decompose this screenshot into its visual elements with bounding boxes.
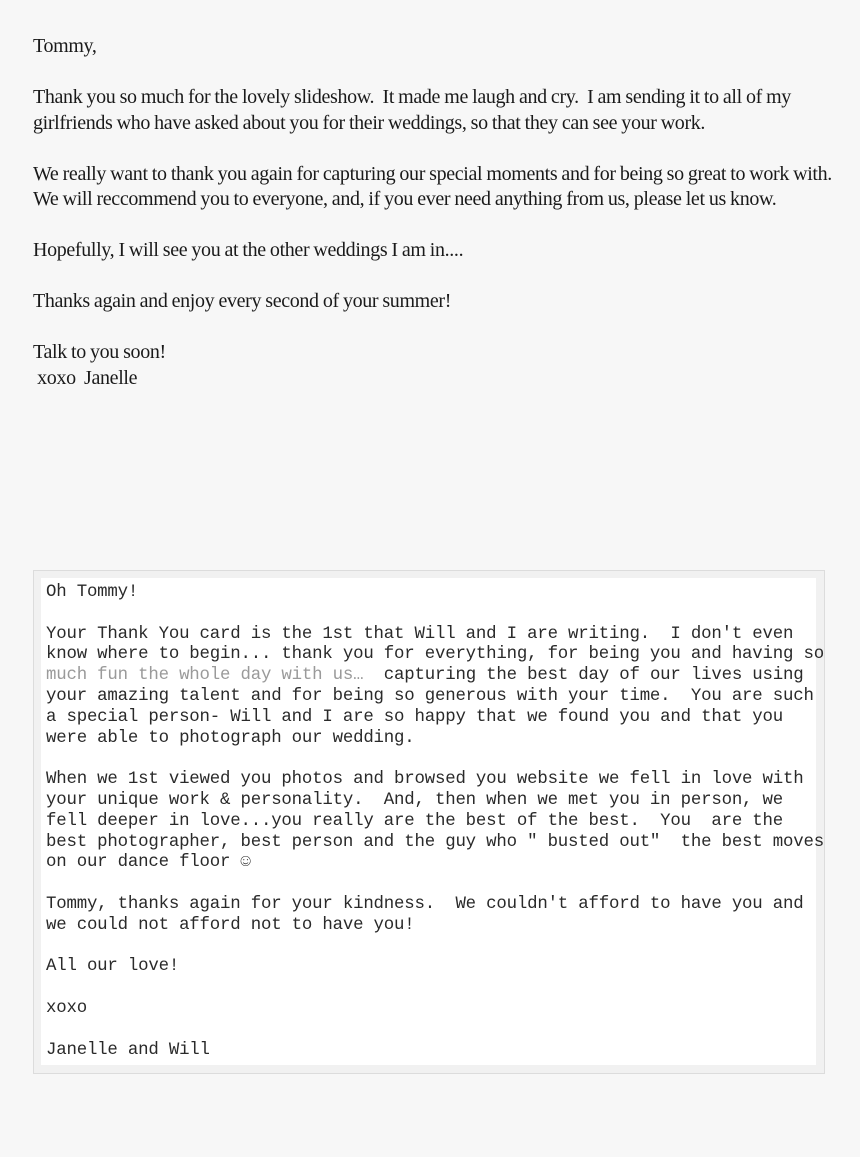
note-paragraph: We really want to thank you again for capturing our special moments and for being so great to work with. We will reccommend you to everyone, and, if you ever need anything from us, please let us know.	[33, 162, 840, 210]
card-xoxo: xoxo	[46, 998, 87, 1018]
note-paragraph: Hopefully, I will see you at the other weddings I am in....	[33, 239, 464, 261]
card-paragraph-3: Tommy, thanks again for your kindness. We couldn't afford to have you and we could not afford not to have you!	[46, 894, 814, 935]
thank-you-note-janelle-and-will	[46, 583, 835, 1082]
note-paragraph: Thanks again and enjoy every second of your summer!	[33, 290, 452, 312]
note-closing: Talk to you soon!	[33, 341, 166, 363]
card-signature: Janelle and Will	[46, 1040, 210, 1060]
card-closing: All our love!	[46, 957, 180, 977]
note-signature: xoxo Janelle	[33, 366, 138, 389]
card-faded-text: much fun the whole day with us…	[46, 666, 364, 686]
card-paragraph-1	[46, 624, 835, 750]
note-paragraph: Thank you so much for the lovely slideshow. It made me laugh and cry. I am sending it to all of my girlfriends who have asked about you for their weddings, so that they can see your work.	[33, 86, 796, 134]
card-paragraph-1-end: capturing the best day of our lives using your amazing talent and for being so generous with your time. You are such a special person- Will and I are so happy that we found you and that you were able to photograph our wedding.	[46, 666, 824, 748]
card-greeting: Oh Tommy!	[46, 583, 139, 602]
thank-you-note-janelle	[33, 34, 840, 391]
card-paragraph-2: When we 1st viewed you photos and browsed you website we fell in love with your unique work & personality. And, then when we met you in person, we fell deeper in love...you really are the best of the best. You are the best photographer, best person and the guy who " busted out" the best moves on our dance floor ☺	[46, 770, 835, 873]
card-paragraph-1-start: Your Thank You card is the 1st that Will and I are writing. I don't even know where to begin... thank you for everything, for being you and having so	[46, 624, 835, 665]
note-greeting: Tommy,	[33, 35, 97, 57]
